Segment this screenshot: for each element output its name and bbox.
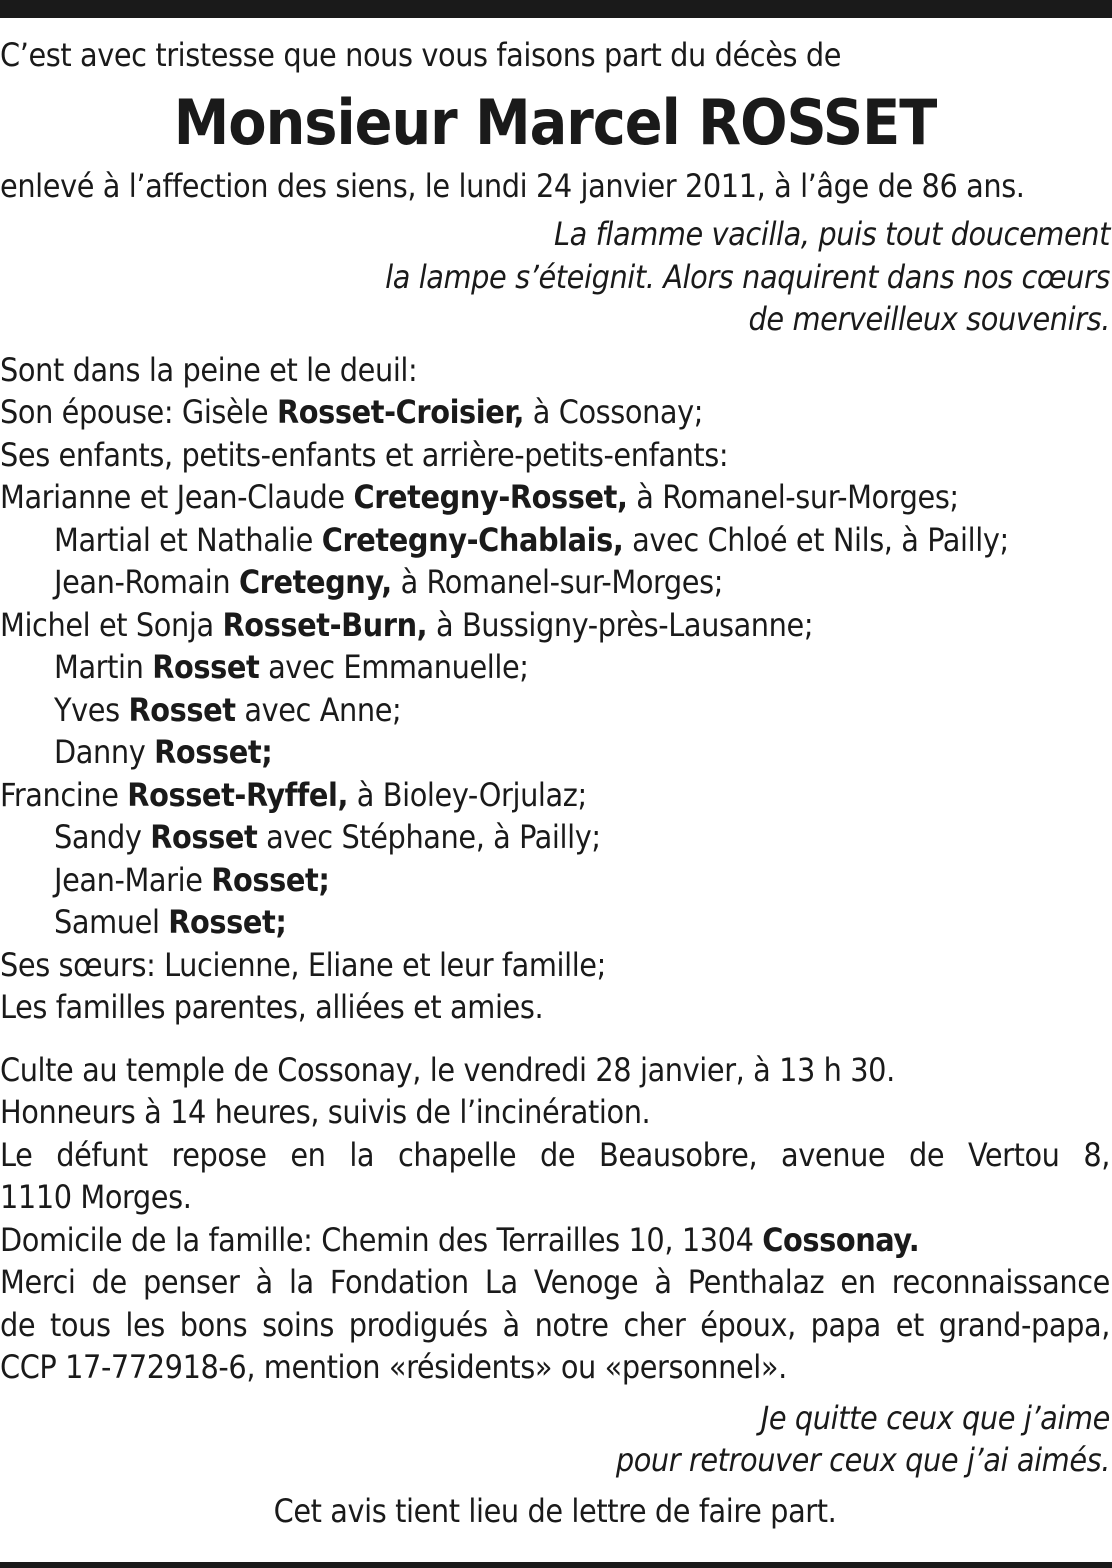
donation-ccp: CCP 17-772918-6, mention «résidents» ou «personnel». bbox=[0, 1348, 787, 1386]
family-entry: Francine Rosset-Ryffel, à Bioley-Orjulaz; bbox=[0, 775, 587, 814]
family-entry: Samuel Rosset; bbox=[54, 903, 287, 941]
closing-note: Cet avis tient lieu de lettre de faire part. bbox=[273, 1491, 837, 1530]
donation-text: Merci de penser à la Fondation La Venoge à Penthalaz en reconnaissance bbox=[0, 1263, 1110, 1301]
donation-text: de tous les bons soins prodigués à notre cher époux, papa et grand-papa, bbox=[0, 1305, 1110, 1344]
mourners-heading: Sont dans la peine et le deuil: bbox=[0, 350, 418, 389]
family-list bbox=[0, 391, 1110, 1029]
quote-line: La flamme vacilla, puis tout doucement bbox=[554, 215, 1110, 253]
family-entry: Les familles parentes, alliées et amies. bbox=[0, 988, 544, 1026]
family-entry: Jean-Marie Rosset; bbox=[54, 860, 330, 899]
family-entry: Son épouse: Gisèle Rosset-Croisier, à Cossonay; bbox=[0, 393, 704, 431]
service-repose-address: 1110 Morges. bbox=[0, 1178, 192, 1216]
deceased-name: Monsieur Marcel ROSSET bbox=[173, 85, 937, 159]
family-entry: Jean-Romain Cretegny, à Romanel-sur-Morges; bbox=[54, 563, 724, 601]
family-entry: Michel et Sonja Rosset-Burn, à Bussigny-près-Lausanne; bbox=[0, 605, 814, 644]
service-honneurs: Honneurs à 14 heures, suivis de l’incinération. bbox=[0, 1093, 651, 1131]
death-announcement: enlevé à l’affection des siens, le lundi 24 janvier 2011, à l’âge de 86 ans. bbox=[0, 166, 1025, 205]
service-repose: Le défunt repose en la chapelle de Beausobre, avenue de Vertou 8, bbox=[0, 1135, 1110, 1174]
service-details bbox=[0, 1049, 1110, 1389]
family-entry: Marianne et Jean-Claude Cretegny-Rosset, à Romanel-sur-Morges; bbox=[0, 478, 959, 516]
family-entry: Ses sœurs: Lucienne, Eliane et leur famille; bbox=[0, 945, 606, 984]
family-entry: Danny Rosset; bbox=[54, 733, 273, 771]
family-entry: Martial et Nathalie Cretegny-Chablais, avec Chloé et Nils, à Pailly; bbox=[54, 520, 1009, 559]
quote-line: la lampe s’éteignit. Alors naquirent dans nos cœurs bbox=[385, 257, 1110, 296]
family-entry: Ses enfants, petits-enfants et arrière-petits-enfants: bbox=[0, 435, 729, 474]
closing-quote bbox=[0, 1397, 1110, 1482]
family-entry: Martin Rosset avec Emmanuelle; bbox=[54, 648, 529, 686]
service-culte: Culte au temple de Cossonay, le vendredi 28 janvier, à 13 h 30. bbox=[0, 1050, 895, 1089]
family-entry: Sandy Rosset avec Stéphane, à Pailly; bbox=[54, 818, 601, 856]
family-domicile: Domicile de la famille: Chemin des Terrailles 10, 1304 Cossonay. bbox=[0, 1220, 920, 1259]
intro-text: C’est avec tristesse que nous vous faisons part du décès de bbox=[0, 36, 842, 74]
quote-line: pour retrouver ceux que j’ai aimés. bbox=[615, 1441, 1110, 1479]
quote-line: Je quitte ceux que j’aime bbox=[760, 1398, 1110, 1437]
top-rule bbox=[0, 0, 1112, 18]
bottom-rule bbox=[0, 1562, 1112, 1568]
family-entry: Yves Rosset avec Anne; bbox=[54, 690, 402, 729]
quote-line: de merveilleux souvenirs. bbox=[748, 300, 1110, 338]
obituary-notice bbox=[0, 34, 1110, 1532]
opening-quote bbox=[0, 213, 1110, 341]
